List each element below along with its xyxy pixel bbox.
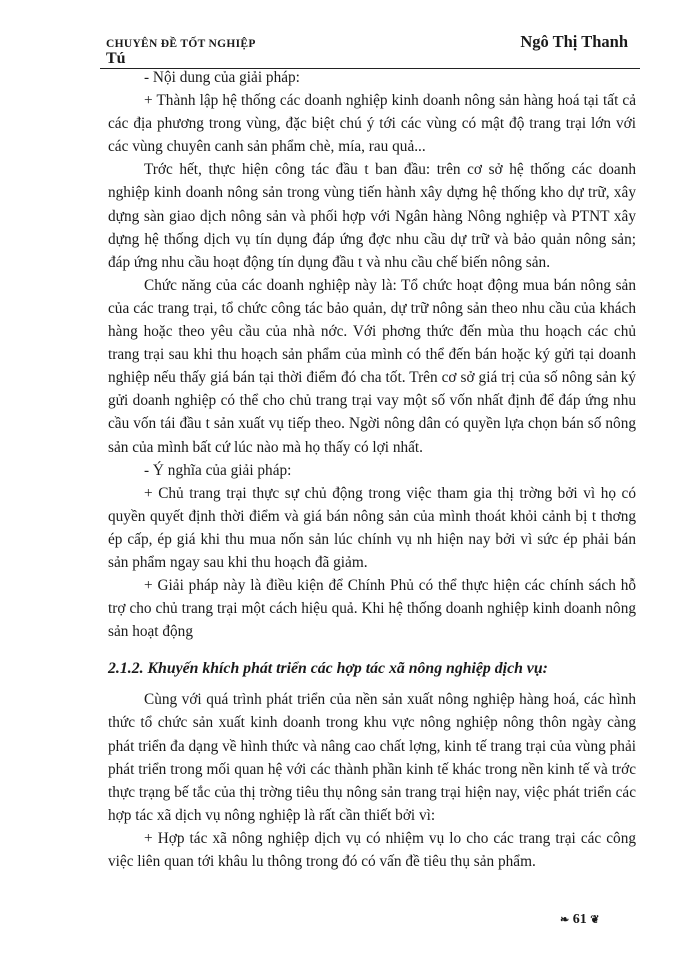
- page-number: [560, 912, 599, 928]
- paragraph-solution-content-label: - Nội dung của giải pháp:: [144, 69, 300, 86]
- page-number-value: 61: [572, 912, 587, 927]
- paragraph-cooperative-duties: + Hợp tác xã nông nghiệp dịch vụ có nhiệm vụ lo cho các trang trại các công việc liên quan tới khâu lu thông trong đó có vấn đề tiêu thụ sản phẩm.: [108, 829, 636, 870]
- header-author-continuation: Tú: [106, 50, 126, 67]
- ornament-left-icon: ❧: [560, 914, 570, 926]
- paragraph-establish-enterprises: + Thành lập hệ thống các doanh nghiệp kinh doanh nông sản hàng hoá tại tất cả các địa phương trong vùng, đặc biệt chú ý tới các vùng có mật độ trang trại lớn với các vùng chuyên canh sản phẩm chè, mía, rau quả...: [108, 92, 636, 156]
- paragraph-enterprise-functions: Chức năng của các doanh nghiệp này là: Tổ chức hoạt động mua bán nông sản của các trang trại, tổ chức công tác bảo quản, dự trữ nông sản theo nhu cầu của khách hàng hoặc theo yêu cầu của nhà nớc. Với phơng thức đến mùa thu hoạch các chủ trang trại sau khi thu hoạch sản phẩm của mình có thể đến bán hoặc ký gửi tại doanh nghiệp nếu thấy giá bán tại thời điểm đó cha tốt. Trên cơ sở giá trị của số nông sản ký gửi doanh nghiệp có thể cho chủ trang trại vay một số vốn nhất định để đáp ứng nhu cầu vốn tái đầu t sản xuất vụ tiếp theo. Ngời nông dân có quyền lựa chọn bán số nông sản của mình bất cứ lúc nào mà họ thấy có lợi nhất.: [108, 276, 636, 456]
- paragraph-solution-meaning-label: - Ý nghĩa của giải pháp:: [144, 461, 292, 479]
- section-heading: 2.1.2. Khuyến khích phát triển các hợp tác xã nông nghiệp dịch vụ:: [108, 660, 548, 678]
- ornament-right-icon: ❦: [590, 914, 600, 926]
- paragraph-cooperative-development: Cùng với quá trình phát triển của nền sản xuất nông nghiệp hàng hoá, các hình thức tổ chức sản xuất kinh doanh trong khu vực nông nghiệp nông thôn ngày càng phát triển đa dạng về hình thức và nâng cao chất lợng, kinh tế trang trại của vùng phải phát triển trong mối quan hệ với các thành phần kinh tế khác trong nền kinh tế và trớc thực trạng bế tắc của thị trờng tiêu thụ nông sản trang trại hiện nay, việc phát triển các hợp tác xã dịch vụ nông nghiệp là rất cần thiết bởi vì:: [108, 691, 636, 824]
- header-title: CHUYÊN ĐỀ TỐT NGHIỆP: [106, 38, 256, 50]
- header-author: Ngô Thị Thanh: [520, 32, 628, 51]
- document-body: [108, 66, 636, 873]
- paragraph-initial-investment: Trớc hết, thực hiện công tác đầu t ban đầu: trên cơ sở hệ thống các doanh nghiệp kinh doanh nông sản trong vùng tiến hành xây dựng hệ thống kho dự trữ, xây dựng sàn giao dịch nông sản và phối hợp với Ngân hàng Nông nghiệp và PTNT xây dựng hệ thống dịch vụ tín dụng đáp ứng đợc nhu cầu dự trữ và bảo quản nông sản; đáp ứng nhu cầu hoạt động tín dụng đầu t và nhu cầu chế biến nông sản.: [108, 161, 636, 271]
- page-header: [100, 30, 640, 68]
- paragraph-government-support: + Giải pháp này là điều kiện để Chính Phủ có thể thực hiện các chính sách hỗ trợ cho chủ trang trại một cách hiệu quả. Khi hệ thống doanh nghiệp kinh doanh nông sản hoạt động: [108, 577, 636, 641]
- paragraph-farm-owner-initiative: + Chủ trang trại thực sự chủ động trong việc tham gia thị trờng bởi vì họ có quyền quyết định thời điểm và giá bán nông sản của mình thoát khỏi cảnh bị t thơng ép cấp, ép giá khi thu mua nốn sản lúc chính vụ nh hiện nay bởi vì sức ép phải bán sản phẩm ngay sau khi thu hoạch đã giảm.: [108, 484, 636, 571]
